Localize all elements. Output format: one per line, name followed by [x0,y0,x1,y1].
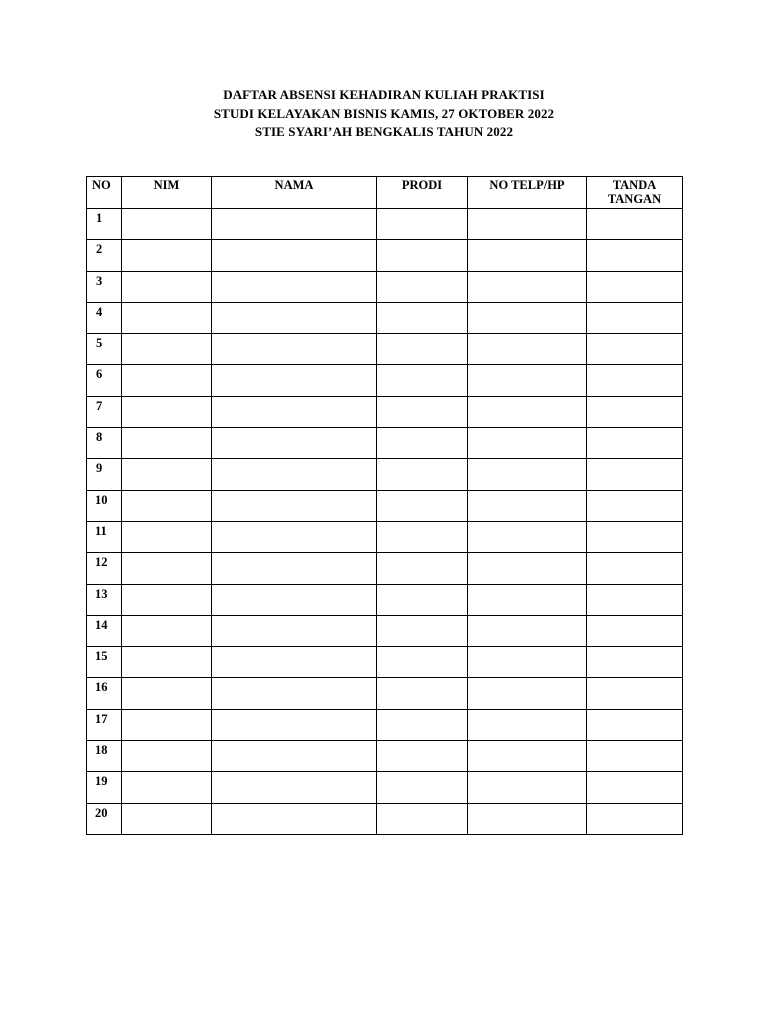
prodi-cell[interactable] [377,709,468,740]
no-telp-cell[interactable] [468,428,587,459]
row-number-cell: 8 [87,428,122,459]
no-telp-cell[interactable] [468,302,587,333]
prodi-cell[interactable] [377,209,468,240]
no-telp-cell[interactable] [468,396,587,427]
table-row [87,396,683,427]
nim-cell[interactable] [122,459,212,490]
table-row [87,428,683,459]
table-row [87,240,683,271]
row-number-cell: 17 [87,709,122,740]
row-number-cell: 19 [87,772,122,803]
document-title [0,86,768,142]
no-telp-cell[interactable] [468,365,587,396]
nim-cell[interactable] [122,678,212,709]
nim-cell[interactable] [122,209,212,240]
no-telp-cell[interactable] [468,271,587,302]
prodi-cell[interactable] [377,803,468,834]
nama-cell[interactable] [212,584,377,615]
nama-cell[interactable] [212,271,377,302]
nama-cell[interactable] [212,741,377,772]
nim-cell[interactable] [122,271,212,302]
prodi-cell[interactable] [377,490,468,521]
tanda-tangan-cell[interactable] [587,803,683,834]
nim-cell[interactable] [122,490,212,521]
tanda-tangan-cell[interactable] [587,396,683,427]
table-body [87,209,683,835]
nama-cell[interactable] [212,647,377,678]
prodi-cell[interactable] [377,459,468,490]
prodi-cell[interactable] [377,647,468,678]
tanda-tangan-cell[interactable] [587,678,683,709]
row-number-cell: 4 [87,302,122,333]
nim-cell[interactable] [122,334,212,365]
table-row [87,647,683,678]
no-telp-cell[interactable] [468,615,587,646]
row-number-cell: 16 [87,678,122,709]
tanda-tangan-cell[interactable] [587,584,683,615]
no-telp-cell[interactable] [468,647,587,678]
nim-cell[interactable] [122,615,212,646]
nama-cell[interactable] [212,803,377,834]
table-row [87,678,683,709]
no-telp-cell[interactable] [468,584,587,615]
nama-cell[interactable] [212,553,377,584]
no-telp-cell[interactable] [468,240,587,271]
nama-cell[interactable] [212,428,377,459]
title-line-3: STIE SYARI’AH BENGKALIS TAHUN 2022 [254,124,514,139]
header-tanda-tangan [587,177,683,209]
header-no: NO [87,177,122,209]
nim-cell[interactable] [122,647,212,678]
row-number-cell: 15 [87,647,122,678]
nama-cell[interactable] [212,772,377,803]
table-row [87,553,683,584]
nama-cell[interactable] [212,521,377,552]
row-number-cell: 14 [87,615,122,646]
row-number-cell: 11 [87,521,122,552]
nama-cell[interactable] [212,709,377,740]
nim-cell[interactable] [122,741,212,772]
nama-cell[interactable] [212,459,377,490]
table-row [87,615,683,646]
nama-cell[interactable] [212,490,377,521]
no-telp-cell[interactable] [468,678,587,709]
table-row [87,584,683,615]
tanda-tangan-cell[interactable] [587,772,683,803]
nama-cell[interactable] [212,678,377,709]
prodi-cell[interactable] [377,772,468,803]
row-number-cell: 20 [87,803,122,834]
nama-cell[interactable] [212,209,377,240]
no-telp-cell[interactable] [468,803,587,834]
title-line-1: DAFTAR ABSENSI KEHADIRAN KULIAH PRAKTISI [223,87,545,102]
title-line-2: STUDI KELAYAKAN BISNIS KAMIS, 27 OKTOBER 2022 [213,105,555,121]
nim-cell[interactable] [122,302,212,333]
no-telp-cell[interactable] [468,459,587,490]
nama-cell[interactable] [212,334,377,365]
nim-cell[interactable] [122,521,212,552]
no-telp-cell[interactable] [468,741,587,772]
prodi-cell[interactable] [377,365,468,396]
nim-cell[interactable] [122,803,212,834]
tanda-tangan-cell[interactable] [587,741,683,772]
row-number-cell: 1 [87,209,122,240]
prodi-cell[interactable] [377,741,468,772]
table-row [87,209,683,240]
no-telp-cell[interactable] [468,521,587,552]
tanda-tangan-cell[interactable] [587,615,683,646]
row-number-cell: 10 [87,490,122,521]
nim-cell[interactable] [122,553,212,584]
tanda-tangan-cell[interactable] [587,459,683,490]
prodi-cell[interactable] [377,615,468,646]
header-tanda-line-1: TANDA [612,178,657,192]
tanda-tangan-cell[interactable] [587,709,683,740]
header-tanda-line-2: TANGAN [607,192,662,206]
row-number-cell: 3 [87,271,122,302]
row-number-cell: 2 [87,240,122,271]
tanda-tangan-cell[interactable] [587,365,683,396]
table-row [87,803,683,834]
tanda-tangan-cell[interactable] [587,490,683,521]
prodi-cell[interactable] [377,584,468,615]
table-row [87,271,683,302]
nama-cell[interactable] [212,302,377,333]
table-row [87,490,683,521]
header-nama: NAMA [212,177,377,209]
prodi-cell[interactable] [377,553,468,584]
prodi-cell[interactable] [377,302,468,333]
row-number-cell: 5 [87,334,122,365]
nama-cell[interactable] [212,396,377,427]
no-telp-cell[interactable] [468,709,587,740]
tanda-tangan-cell[interactable] [587,302,683,333]
no-telp-cell[interactable] [468,209,587,240]
prodi-cell[interactable] [377,678,468,709]
header-row [87,177,683,209]
table-row [87,334,683,365]
table-row [87,459,683,490]
header-nim: NIM [122,177,212,209]
nama-cell[interactable] [212,615,377,646]
table-row [87,741,683,772]
row-number-cell: 12 [87,553,122,584]
tanda-tangan-cell[interactable] [587,647,683,678]
row-number-cell: 13 [87,584,122,615]
table-row [87,709,683,740]
nama-cell[interactable] [212,365,377,396]
nim-cell[interactable] [122,584,212,615]
prodi-cell[interactable] [377,428,468,459]
row-number-cell: 18 [87,741,122,772]
nim-cell[interactable] [122,772,212,803]
nim-cell[interactable] [122,709,212,740]
tanda-tangan-cell[interactable] [587,334,683,365]
table-row [87,521,683,552]
no-telp-cell[interactable] [468,334,587,365]
nim-cell[interactable] [122,396,212,427]
tanda-tangan-cell[interactable] [587,240,683,271]
table-row [87,365,683,396]
header-no-telp: NO TELP/HP [468,177,587,209]
no-telp-cell[interactable] [468,553,587,584]
no-telp-cell[interactable] [468,772,587,803]
no-telp-cell[interactable] [468,490,587,521]
tanda-tangan-cell[interactable] [587,428,683,459]
table-row [87,302,683,333]
tanda-tangan-cell[interactable] [587,553,683,584]
row-number-cell: 9 [87,459,122,490]
row-number-cell: 7 [87,396,122,427]
tanda-tangan-cell[interactable] [587,271,683,302]
nim-cell[interactable] [122,365,212,396]
prodi-cell[interactable] [377,271,468,302]
table-row [87,772,683,803]
prodi-cell[interactable] [377,396,468,427]
header-prodi: PRODI [377,177,468,209]
tanda-tangan-cell[interactable] [587,209,683,240]
row-number-cell: 6 [87,365,122,396]
nama-cell[interactable] [212,240,377,271]
nim-cell[interactable] [122,240,212,271]
nim-cell[interactable] [122,428,212,459]
tanda-tangan-cell[interactable] [587,521,683,552]
prodi-cell[interactable] [377,334,468,365]
prodi-cell[interactable] [377,521,468,552]
attendance-table [86,176,683,835]
prodi-cell[interactable] [377,240,468,271]
